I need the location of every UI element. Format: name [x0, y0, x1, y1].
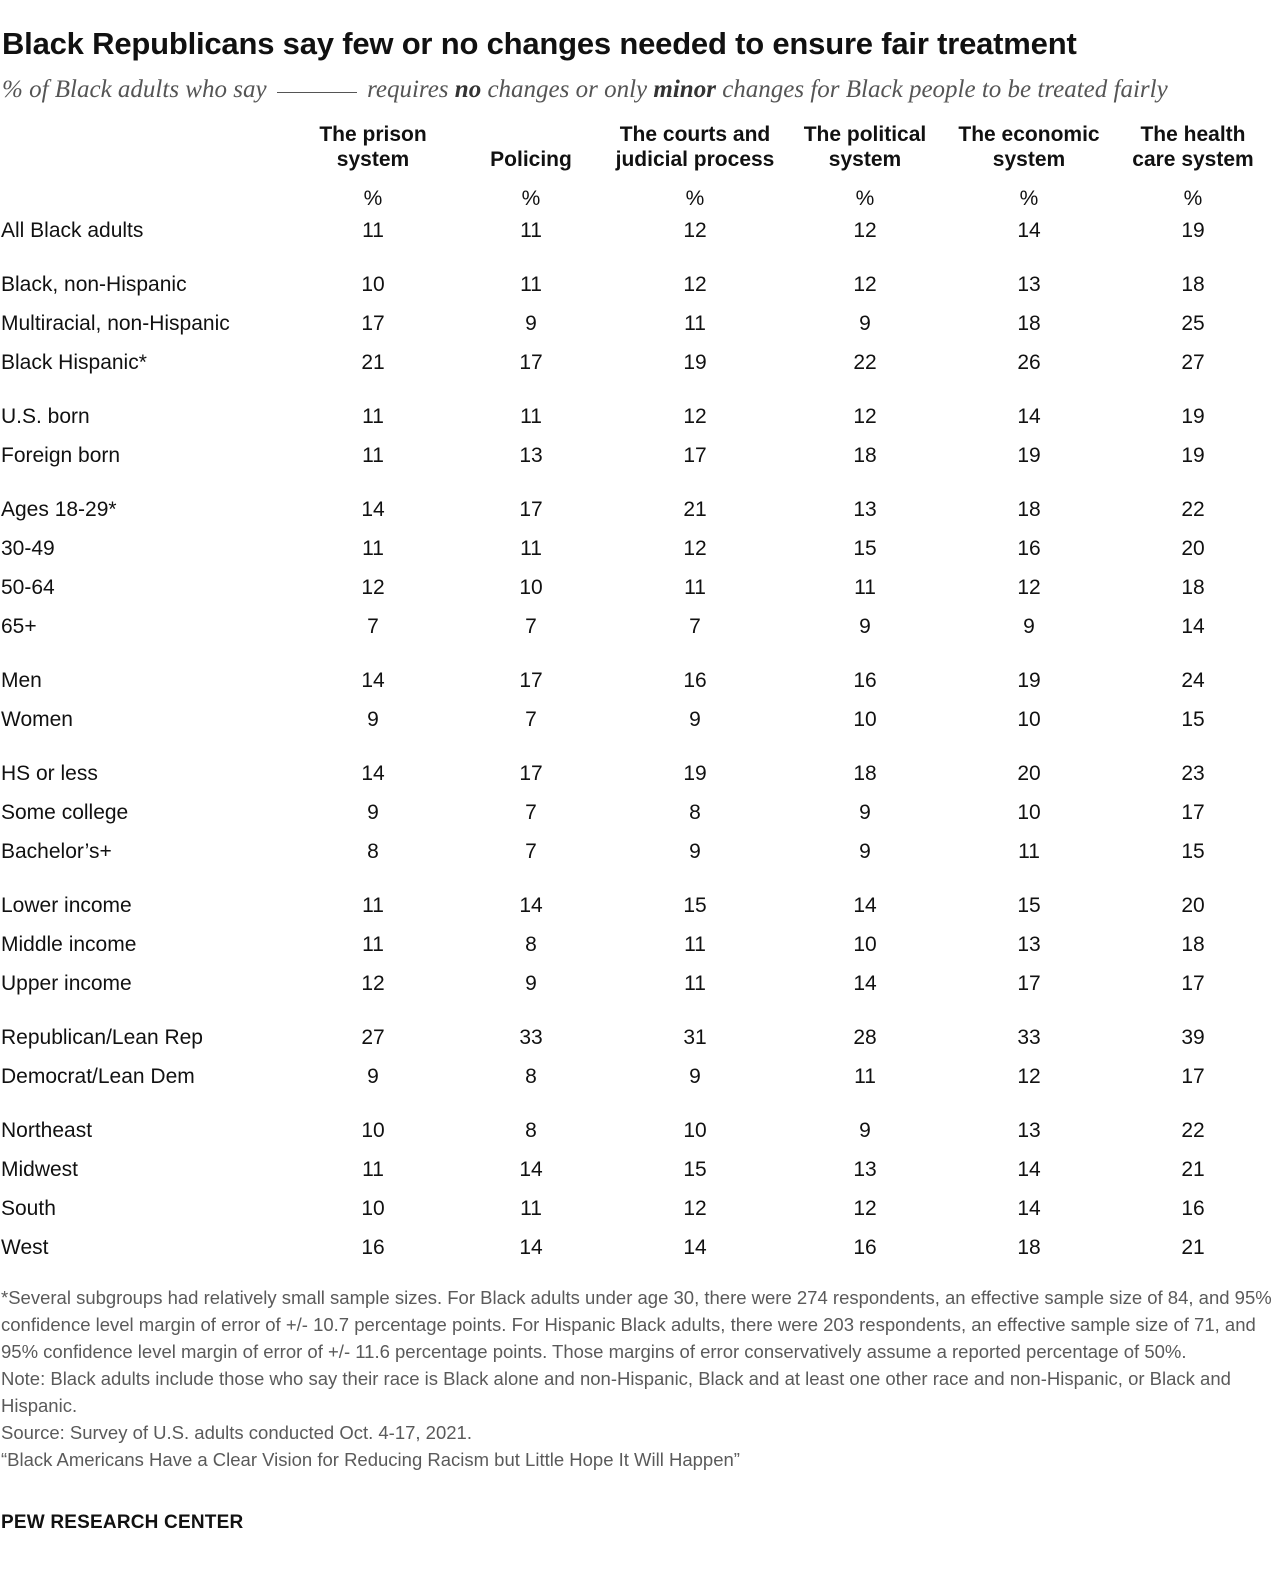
row-label: Some college	[1, 801, 129, 824]
table-cell: 9	[367, 801, 379, 824]
blank-line	[277, 92, 357, 93]
table-cell: 11	[854, 576, 876, 599]
table-cell: 9	[525, 312, 537, 335]
table-cell: 14	[1181, 615, 1205, 638]
table-cell: 10	[361, 1197, 385, 1220]
table-cell: 33	[1017, 1026, 1041, 1049]
table-cell: 26	[1017, 351, 1041, 374]
table-cell: 22	[1181, 498, 1205, 521]
table-cell: 19	[1181, 405, 1205, 428]
table-cell: 9	[1023, 615, 1035, 638]
table-cell: 9	[689, 840, 701, 863]
table-cell: 12	[361, 576, 385, 599]
table-cell: 14	[519, 894, 543, 917]
table-cell: 9	[859, 615, 871, 638]
table-cell: 11	[684, 972, 706, 995]
table-cell: 12	[683, 273, 707, 296]
table-cell: 18	[853, 762, 877, 785]
table-cell: 27	[1181, 351, 1205, 374]
table-cell: 17	[519, 351, 543, 374]
table-cell: 7	[525, 801, 537, 824]
column-header-line2: system	[828, 148, 902, 171]
table-cell: 16	[361, 1236, 385, 1259]
column-header-line2: judicial process	[615, 148, 775, 171]
table-cell: 19	[1181, 219, 1205, 242]
row-label: Men	[1, 669, 42, 692]
table-cell: 16	[1017, 537, 1041, 560]
table-cell: 11	[362, 537, 384, 560]
table-cell: 12	[683, 405, 707, 428]
report-title: “Black Americans Have a Clear Vision for Reducing Racism but Little Hope It Will Happen”	[1, 1449, 740, 1470]
table-cell: 13	[1017, 1119, 1041, 1142]
table-cell: 17	[519, 669, 543, 692]
table-cell: 12	[683, 219, 707, 242]
table-cell: 25	[1181, 312, 1205, 335]
table-cell: 13	[519, 444, 543, 467]
row-label: Upper income	[1, 972, 132, 995]
table-cell: 11	[520, 273, 542, 296]
chart-subtitle	[2, 76, 1168, 104]
table-cell: 10	[853, 708, 877, 731]
column-header-line2: system	[992, 148, 1066, 171]
unit-label: %	[1183, 187, 1203, 210]
table-cell: 39	[1181, 1026, 1205, 1049]
table-cell: 14	[361, 762, 385, 785]
table-cell: 22	[853, 351, 877, 374]
table-cell: 11	[684, 576, 706, 599]
table-cell: 7	[525, 615, 537, 638]
row-label: 65+	[1, 615, 37, 638]
table-cell: 21	[683, 498, 707, 521]
row-label: Foreign born	[1, 444, 121, 467]
table-cell: 12	[1017, 1065, 1041, 1088]
table-cell: 14	[1017, 405, 1041, 428]
table-cell: 14	[519, 1158, 543, 1181]
row-label: All Black adults	[1, 219, 144, 242]
table-cell: 11	[520, 537, 542, 560]
table-cell: 17	[683, 444, 707, 467]
table-cell: 11	[854, 1065, 876, 1088]
table-cell: 11	[520, 1197, 542, 1220]
table-cell: 15	[853, 537, 877, 560]
table-cell: 21	[1181, 1158, 1205, 1181]
table-cell: 16	[853, 669, 877, 692]
table-cell: 19	[683, 351, 707, 374]
source-text: Source: Survey of U.S. adults conducted Oct. 4-17, 2021.	[1, 1422, 472, 1443]
row-label: Democrat/Lean Dem	[1, 1065, 195, 1088]
note-text: Note: Black adults include those who say their race is Black alone and non-Hispanic, Black and at least one other race and non-Hispanic, or Black and Hispanic.	[1, 1368, 1231, 1416]
table-cell: 14	[1017, 1197, 1041, 1220]
unit-label: %	[855, 187, 875, 210]
table-cell: 7	[525, 840, 537, 863]
table-cell: 33	[519, 1026, 543, 1049]
row-label: Middle income	[1, 933, 137, 956]
table-cell: 20	[1181, 537, 1205, 560]
table-cell: 17	[519, 498, 543, 521]
table-cell: 18	[1181, 273, 1205, 296]
table-cell: 18	[1017, 312, 1041, 335]
table-cell: 9	[367, 1065, 379, 1088]
table-cell: 11	[362, 1158, 384, 1181]
table-cell: 12	[361, 972, 385, 995]
table-cell: 16	[1181, 1197, 1205, 1220]
table-cell: 10	[853, 933, 877, 956]
table-cell: 19	[1181, 444, 1205, 467]
row-label: U.S. born	[1, 405, 90, 428]
table-cell: 13	[853, 1158, 877, 1181]
table-cell: 19	[683, 762, 707, 785]
table-cell: 28	[853, 1026, 877, 1049]
table-cell: 8	[525, 1065, 537, 1088]
table-cell: 15	[1181, 840, 1205, 863]
table-cell: 18	[853, 444, 877, 467]
table-cell: 18	[1017, 1236, 1041, 1259]
subtitle-part2: requires	[367, 76, 449, 103]
table-cell: 7	[689, 615, 701, 638]
table-cell: 14	[361, 669, 385, 692]
row-label: South	[1, 1197, 56, 1220]
row-label: 50-64	[1, 576, 55, 599]
row-label: 30-49	[1, 537, 55, 560]
table-cell: 11	[362, 444, 384, 467]
row-label: Women	[1, 708, 73, 731]
chart-title: Black Republicans say few or no changes needed to ensure fair treatment	[2, 26, 1077, 61]
column-header-line2: Policing	[490, 148, 572, 171]
row-label: Republican/Lean Rep	[1, 1026, 203, 1049]
table-cell: 31	[683, 1026, 707, 1049]
table-cell: 9	[859, 801, 871, 824]
table-cell: 7	[525, 708, 537, 731]
subtitle-part1: % of Black adults who say	[2, 76, 267, 103]
table-cell: 14	[519, 1236, 543, 1259]
unit-label: %	[521, 187, 541, 210]
row-label: Midwest	[1, 1158, 79, 1181]
table-cell: 13	[1017, 273, 1041, 296]
column-header-line1: The courts and	[619, 123, 771, 146]
table-cell: 18	[1017, 498, 1041, 521]
row-label: HS or less	[1, 762, 98, 785]
row-label: Black Hispanic*	[1, 351, 147, 374]
table-cell: 11	[362, 219, 384, 242]
table-cell: 13	[1017, 933, 1041, 956]
table-cell: 11	[684, 312, 706, 335]
table-cell: 9	[525, 972, 537, 995]
table-cell: 16	[853, 1236, 877, 1259]
column-header	[1093, 122, 1280, 172]
table-cell: 18	[1181, 933, 1205, 956]
table-cell: 10	[683, 1119, 707, 1142]
chart-notes	[1, 1284, 1273, 1473]
table-cell: 8	[525, 933, 537, 956]
table-cell: 12	[683, 1197, 707, 1220]
table-cell: 20	[1181, 894, 1205, 917]
table-cell: 17	[1017, 972, 1041, 995]
table-cell: 14	[1017, 1158, 1041, 1181]
row-label: Lower income	[1, 894, 132, 917]
table-cell: 17	[1181, 972, 1205, 995]
column-header-line1: The health	[1140, 123, 1246, 146]
table-cell: 8	[525, 1119, 537, 1142]
table-cell: 19	[1017, 444, 1041, 467]
table-cell: 27	[361, 1026, 385, 1049]
column-header-line2: care system	[1132, 148, 1254, 171]
table-cell: 10	[361, 273, 385, 296]
table-cell: 9	[859, 1119, 871, 1142]
table-cell: 15	[1181, 708, 1205, 731]
table-cell: 17	[361, 312, 385, 335]
row-label: Bachelor’s+	[1, 840, 112, 863]
table-cell: 10	[361, 1119, 385, 1142]
table-cell: 16	[683, 669, 707, 692]
table-cell: 17	[519, 762, 543, 785]
row-label: Ages 18-29*	[1, 498, 117, 521]
table-cell: 14	[853, 972, 877, 995]
unit-label: %	[1019, 187, 1039, 210]
table-cell: 15	[1017, 894, 1041, 917]
subtitle-part3: changes or only	[487, 76, 648, 103]
table-cell: 14	[853, 894, 877, 917]
table-cell: 21	[361, 351, 385, 374]
table-cell: 8	[367, 840, 379, 863]
subtitle-no: no	[454, 76, 482, 103]
column-header-line1: The political	[803, 123, 927, 146]
table-cell: 11	[520, 405, 542, 428]
table-cell: 12	[1017, 576, 1041, 599]
table-cell: 14	[683, 1236, 707, 1259]
table-cell: 20	[1017, 762, 1041, 785]
subtitle-minor: minor	[653, 76, 716, 103]
table-cell: 12	[853, 273, 877, 296]
table-cell: 15	[683, 894, 707, 917]
table-cell: 21	[1181, 1236, 1205, 1259]
row-label: Black, non-Hispanic	[1, 273, 187, 296]
table-cell: 17	[1181, 801, 1205, 824]
table-cell: 19	[1017, 669, 1041, 692]
table-cell: 24	[1181, 669, 1205, 692]
table-cell: 8	[689, 801, 701, 824]
column-header-line1: The economic	[958, 123, 1100, 146]
column-header-line2: system	[336, 148, 410, 171]
table-cell: 22	[1181, 1119, 1205, 1142]
asterisk-note: *Several subgroups had relatively small sample sizes. For Black adults under age 30, there were 274 respondents, an effective sample size of 84, and 95% confidence level margin of error of +/- 10.7 percentage points. For Hispanic Black adults, there were 203 respondents, an effective sample size of 71, and 95% confidence level margin of error of +/- 11.6 percentage points. Those margins of error conservatively assume a reported percentage of 50%.	[1, 1287, 1272, 1362]
row-label: Multiracial, non-Hispanic	[1, 312, 230, 335]
table-cell: 17	[1181, 1065, 1205, 1088]
pew-logo-text: PEW RESEARCH CENTER	[1, 1512, 244, 1533]
column-header-line1: The prison	[319, 123, 427, 146]
table-cell: 10	[1017, 708, 1041, 731]
table-cell: 10	[519, 576, 543, 599]
table-cell: 13	[853, 498, 877, 521]
unit-label: %	[685, 187, 705, 210]
table-cell: 7	[367, 615, 379, 638]
table-cell: 11	[684, 933, 706, 956]
unit-label: %	[363, 187, 383, 210]
table-cell: 10	[1017, 801, 1041, 824]
table-cell: 9	[859, 840, 871, 863]
table-cell: 9	[689, 708, 701, 731]
row-label: Northeast	[1, 1119, 93, 1142]
table-cell: 9	[367, 708, 379, 731]
table-cell: 11	[362, 933, 384, 956]
table-cell: 12	[853, 405, 877, 428]
table-cell: 11	[1018, 840, 1040, 863]
subtitle-part4: changes for Black people to be treated fairly	[722, 76, 1168, 103]
table-cell: 14	[1017, 219, 1041, 242]
table-cell: 15	[683, 1158, 707, 1181]
table-cell: 12	[683, 537, 707, 560]
table-cell: 12	[853, 219, 877, 242]
table-cell: 14	[361, 498, 385, 521]
table-cell: 9	[689, 1065, 701, 1088]
row-label: West	[1, 1236, 49, 1259]
table-cell: 11	[520, 219, 542, 242]
table-cell: 11	[362, 405, 384, 428]
table-cell: 11	[362, 894, 384, 917]
table-cell: 9	[859, 312, 871, 335]
table-cell: 12	[853, 1197, 877, 1220]
table-cell: 18	[1181, 576, 1205, 599]
table-cell: 23	[1181, 762, 1205, 785]
